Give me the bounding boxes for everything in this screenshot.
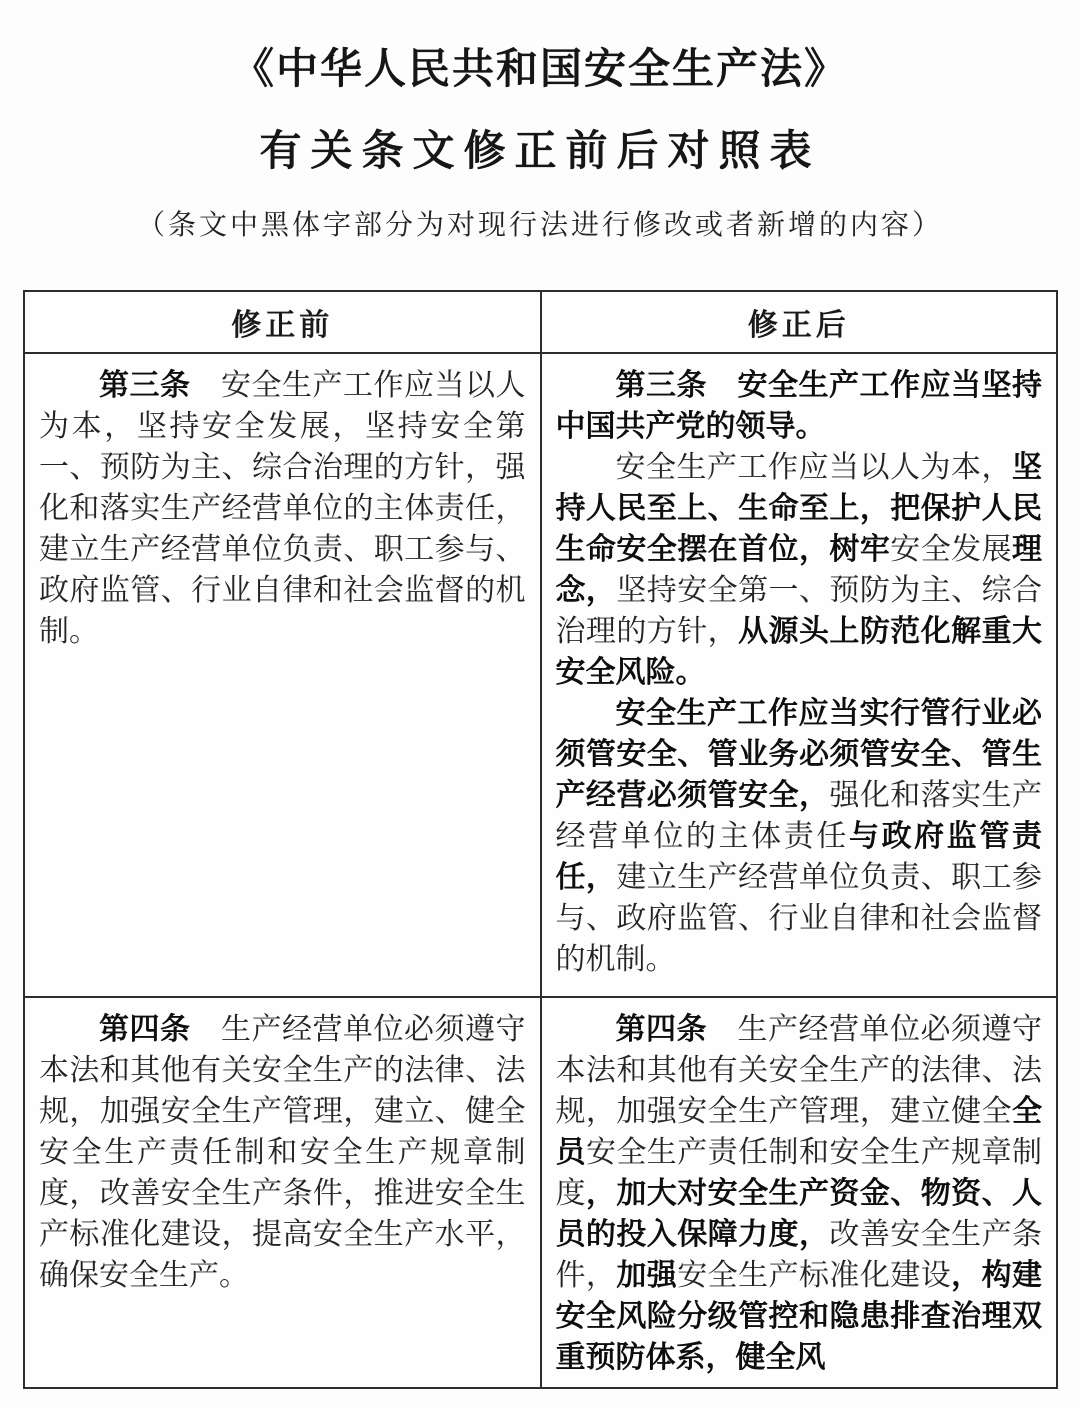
original-text-segment: 坚持安全第一、预防为主、综合治理的方针， [555, 574, 1042, 648]
article-paragraph [39, 1009, 526, 1296]
comparison-table-body [24, 353, 1057, 1388]
article-paragraph [556, 693, 1043, 980]
original-text-segment: 生产经营单位必须遵守本法和其他有关安全生产的法律、法规，加强安全生产管理，建立、健全安全生产责任制和安全生产规章制度，改善安全生产条件，推进安全生产标准化建设，提高安全生产水平，确保安全生产。 [39, 1013, 526, 1292]
table-row [24, 997, 1057, 1388]
comparison-table [23, 290, 1058, 1389]
revised-text-segment: 第三条 [99, 369, 191, 402]
cell-content [556, 1009, 1043, 1378]
revised-text-segment: 坚持人民至上、生命至上，把保护人民生命安全摆在首位，树牢 [555, 451, 1042, 566]
comparison-table-header [24, 291, 1057, 353]
column-header-before: 修正前 [24, 291, 541, 353]
revised-text-segment: 安全生产工作应当实行管行业必须管安全、管业务必须管安全、管生产经营必须管安全， [555, 697, 1042, 812]
article-paragraph [556, 447, 1043, 693]
cell-before-row-0 [24, 353, 541, 997]
original-text-segment: 安全生产工作应当以人为本， [615, 451, 1012, 484]
revised-text-segment: 第三条 安全生产工作应当坚持中国共产党的领导。 [555, 369, 1042, 443]
revised-text-segment: 加强 [616, 1259, 678, 1292]
revised-text-segment: 从源头上防范化解重大安全风险。 [555, 615, 1042, 689]
cell-after-row-0 [541, 353, 1058, 997]
article-paragraph [556, 365, 1043, 447]
original-text-segment: 建立生产经营单位负责、职工参与、政府监管、行业自律和社会监督的机制。 [555, 861, 1042, 976]
header-row [24, 291, 1057, 353]
article-paragraph [39, 365, 526, 652]
revised-text-segment: ，构建安全风险分级管控和隐患排查治理双重预防体系，健全风 [555, 1259, 1042, 1374]
original-text-segment: 安全生产责任制和安全生产规章制度 [555, 1136, 1042, 1210]
cell-content [39, 365, 526, 652]
revised-text-segment: 第四条 [615, 1013, 707, 1046]
page-subtitle: 有关条文修正前后对照表 [259, 129, 821, 175]
page-note: （条文中黑体字部分为对现行法进行修改或者新增的内容） [136, 210, 943, 241]
revised-text-segment: 与政府监管责任， [555, 820, 1042, 894]
revised-text-segment: ，加大对安全生产资金、物资、人员的投入保障力度， [555, 1177, 1042, 1251]
original-text-segment: 强化和落实生产经营单位的主体责任 [555, 779, 1042, 853]
cell-content [39, 1009, 526, 1296]
cell-after-row-1 [541, 997, 1058, 1388]
page-title: 《中华人民共和国安全生产法》 [231, 47, 848, 93]
original-text-segment: 安全生产标准化建设 [677, 1259, 952, 1292]
original-text-segment: 安全发展 [890, 533, 1013, 566]
revised-text-segment: 第四条 [99, 1013, 191, 1046]
revised-text-segment: 理念， [555, 533, 1042, 607]
article-paragraph [556, 1009, 1043, 1378]
cell-content [556, 365, 1043, 980]
original-text-segment: 生产经营单位必须遵守本法和其他有关安全生产的法律、法规，加强安全生产管理，建立健全 [555, 1013, 1042, 1128]
revised-text-segment: 全员 [555, 1095, 1042, 1169]
cell-before-row-1 [24, 997, 541, 1388]
original-text-segment: 改善安全生产条件， [555, 1218, 1042, 1292]
column-header-after: 修正后 [541, 291, 1058, 353]
original-text-segment: 安全生产工作应当以人为本，坚持安全发展，坚持安全第一、预防为主、综合治理的方针，强化和落实生产经营单位的主体责任，建立生产经营单位负责、职工参与、政府监管、行业自律和社会监督的机制。 [39, 369, 526, 648]
table-row [24, 353, 1057, 997]
